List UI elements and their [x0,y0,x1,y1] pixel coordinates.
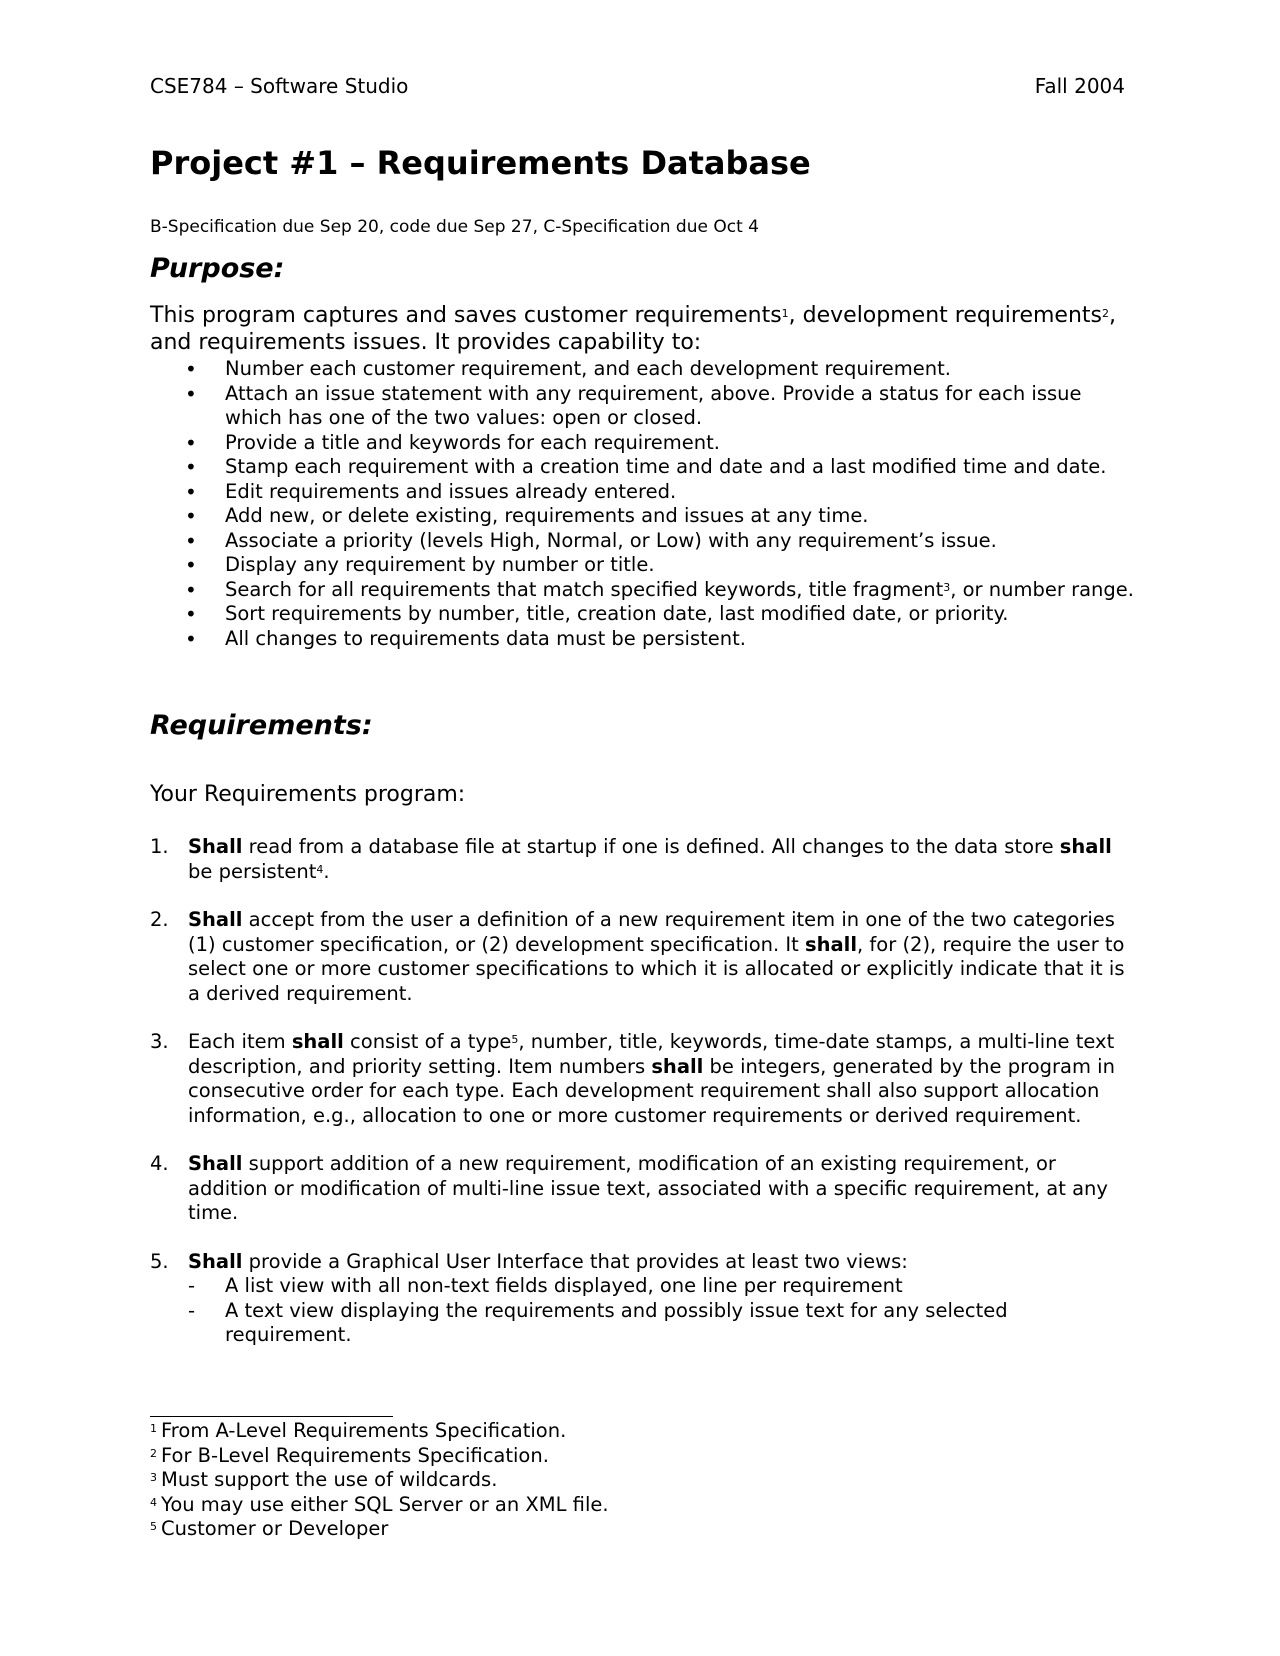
shall-keyword: shall [291,1030,344,1053]
purpose-heading: Purpose: [150,253,285,284]
footnote-separator [150,1416,393,1417]
requirements-heading: Requirements: [150,710,373,741]
intro-text: , development requirements [788,303,1102,328]
list-item-text: Search for all requirements that match specified keywords, title fragment [225,577,944,601]
item-text: , number, title, keywords, time-date stamps, a multi-line text description, and priority setting. Item numbers [188,1030,1115,1078]
intro-text: , and requirements issues. It provides capability to: [150,303,1116,355]
shall-keyword: Shall [188,835,243,858]
list-item-text: A list view with all non-text fields displayed, one line per requirement [225,1274,903,1297]
footnote-ref: 5 [511,1033,519,1046]
footnote-text: You may use either SQL Server or an XML file. [161,1492,609,1516]
page-header [150,74,1125,102]
due-dates: B-Specification due Sep 20, code due Sep 27, C-Specification due Oct 4 [150,217,759,237]
item-text: , for (2), require the user to select one or more customer specifications to which it is allocated or explicitly indicate that it is a derived requirement. [188,932,1125,1005]
footnote-text: Must support the use of wildcards. [161,1468,498,1491]
term: Fall 2004 [1034,74,1125,98]
views-list [188,1274,1125,1348]
list-item [188,1299,1125,1348]
footnote [150,1493,609,1518]
footnote-ref: 1 [781,307,789,320]
dash-marker: - [188,1298,196,1322]
list-item-text: , or number range. [950,577,1134,601]
list-item: • All changes to requirements data must be persistent. [150,627,1140,652]
shall-keyword: shall [651,1054,704,1078]
item-text: Each item [188,1030,292,1053]
item-number: 5. [150,1249,169,1273]
list-item: • Attach an issue statement with any requirement, above. Provide a status for each issue which has one of the two values: open or closed. [150,382,1140,431]
intro-text: This program captures and saves customer requirements [150,303,782,328]
requirement-item [150,835,1125,884]
shall-keyword: shall [1059,835,1112,858]
list-item: • Stamp each requirement with a creation time and date and a last modified time and date. [150,455,1140,480]
footnote-number: 3 [150,1471,157,1484]
requirement-item [150,1152,1125,1226]
dash-marker: - [188,1274,196,1297]
footnote-number: 4 [150,1495,157,1509]
list-item [150,578,1140,603]
item-text: be persistent [188,859,317,883]
footnote [150,1419,609,1444]
footnote-ref: 3 [943,580,951,594]
footnote-number: 2 [150,1446,157,1460]
item-number: 2. [150,908,169,931]
footnote-ref: 4 [316,862,324,876]
footnote [150,1444,609,1469]
item-text: provide a Graphical User Interface that provides at least two views: [242,1249,908,1273]
shall-keyword: Shall [188,908,243,931]
footnote-number: 1 [150,1422,157,1435]
footnote-text: For B-Level Requirements Specification. [161,1443,549,1467]
list-item: • Provide a title and keywords for each requirement. [150,431,1140,456]
purpose-intro [150,302,1120,356]
footnotes [150,1419,609,1542]
list-item: • Sort requirements by number, title, creation date, last modified date, or priority. [150,602,1140,627]
page-title: Project #1 – Requirements Database [150,144,811,182]
item-number: 1. [150,835,169,858]
footnote-number: 5 [150,1520,157,1533]
requirements-subheading: Your Requirements program: [150,782,466,807]
list-item: • Number each customer requirement, and each development requirement. [150,357,1140,382]
item-text: support addition of a new requirement, modification of an existing requirement, or addition or modification of multi-line issue text, associated with a specific requirement, at any time. [188,1152,1108,1224]
list-item: • Associate a priority (levels High, Normal, or Low) with any requirement’s issue. [150,529,1140,554]
course-name: CSE784 – Software Studio [150,74,409,98]
shall-keyword: shall [805,932,858,956]
requirements-list [150,835,1125,1372]
requirement-item [150,908,1125,1006]
requirement-item [150,1030,1125,1128]
item-number: 3. [150,1030,169,1053]
list-item: • Add new, or delete existing, requirements and issues at any time. [150,504,1140,529]
list-item-text: A text view displaying the requirements and possibly issue text for any selected requirement. [225,1298,1008,1346]
footnote-ref: 2 [1101,307,1109,320]
capability-list [150,357,1140,651]
item-text: accept from the user a definition of a new requirement item in one of the two categories (1) customer specification, or (2) development specification. It [188,908,1115,956]
item-number: 4. [150,1152,169,1175]
list-item: • Display any requirement by number or title. [150,553,1140,578]
requirement-item [150,1250,1125,1348]
footnote-text: Customer or Developer [161,1517,389,1540]
item-text: . [323,859,330,883]
item-text: be integers, generated by the program in consecutive order for each type. Each development requirement shall also support allocation information, e.g., allocation to one or more customer requirements or derived requirement. [188,1054,1115,1127]
footnote [150,1468,609,1493]
footnote-text: From A-Level Requirements Specification. [161,1419,567,1442]
shall-keyword: Shall [188,1249,243,1273]
item-text: read from a database file at startup if one is defined. All changes to the data store [242,835,1060,858]
shall-keyword: Shall [188,1152,243,1175]
footnote [150,1517,609,1542]
item-text: consist of a type [343,1030,512,1053]
list-item [188,1274,1125,1299]
list-item: • Edit requirements and issues already entered. [150,480,1140,505]
